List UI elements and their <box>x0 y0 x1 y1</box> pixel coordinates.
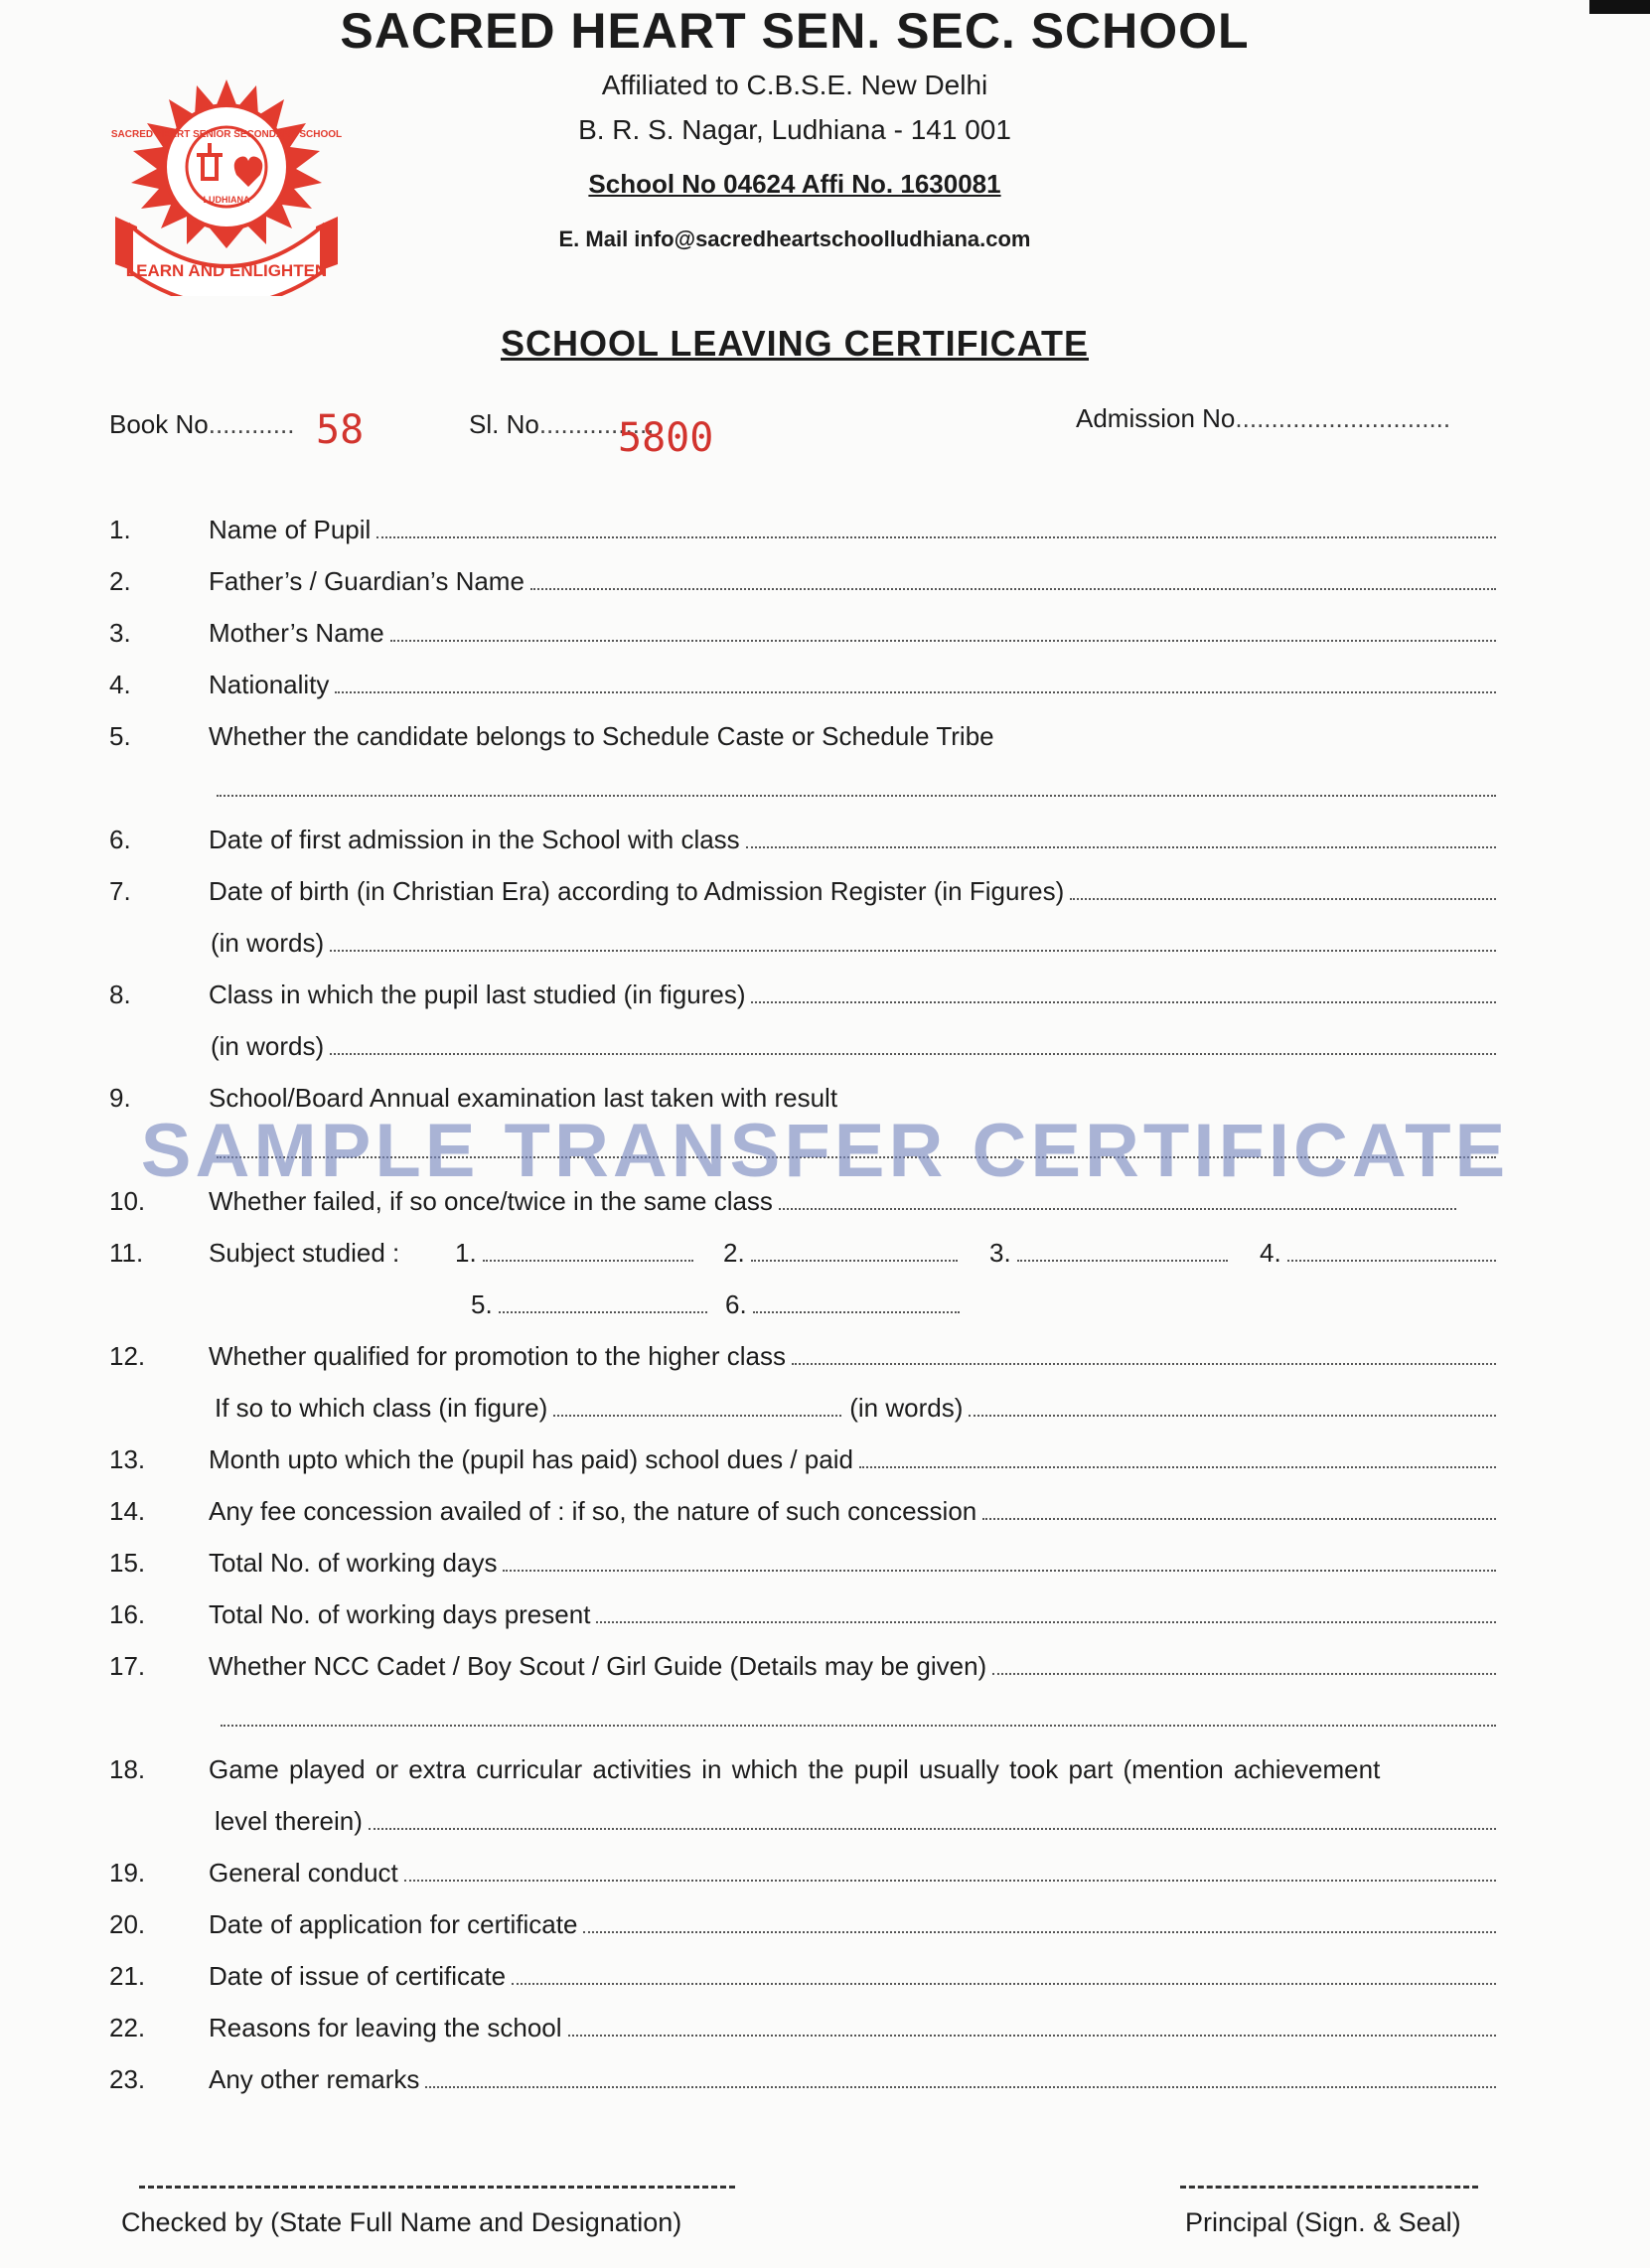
item-row: 6. Date of first admission in the School with class <box>109 825 1496 864</box>
item-row: 14. Any fee concession availed of : if so, the nature of such concession <box>109 1496 1496 1536</box>
sample-watermark: SAMPLE TRANSFER CERTIFICATE <box>140 1109 1510 1193</box>
admission-no-label: Admission No <box>1076 403 1236 433</box>
certificate-title: SCHOOL LEAVING CERTIFICATE <box>500 323 1089 364</box>
logo-ring-text: SACRED HEART SENIOR SECONDARY SCHOOL <box>110 129 343 140</box>
logo-place-text: LUDHIANA <box>203 195 250 205</box>
item-row: 10. Whether failed, if so once/twice in the same class <box>109 1186 1456 1226</box>
subjects-row: 11. Subject studied : <box>109 1238 400 1268</box>
item-row: 8. Class in which the pupil last studied (in figures) <box>109 980 1496 1019</box>
book-no-field: Book No............ <box>109 409 295 439</box>
item-sub-row: (in words) <box>211 1031 1496 1062</box>
item-row: 13. Month upto which the (pupil has paid) school dues / paid <box>109 1444 1496 1484</box>
item-row: 19. General conduct <box>109 1858 1496 1897</box>
item-row: 7. Date of birth (in Christian Era) according to Admission Register (in Figures) <box>109 876 1496 916</box>
item-sub-row: level therein) <box>215 1806 1496 1837</box>
affiliation-text: Affiliated to C.B.S.E. New Delhi <box>601 70 988 100</box>
sl-no-value: 5800 <box>618 415 714 461</box>
item-row: 2. Father’s / Guardian’s Name <box>109 566 1496 606</box>
item-row: 23. Any other remarks <box>109 2064 1496 2104</box>
school-number-text: School No 04624 Affi No. 1630081 <box>588 169 1001 199</box>
item-row: 4. Nationality <box>109 670 1496 709</box>
item-row: 20. Date of application for certificate <box>109 1909 1496 1949</box>
principal-signature-line <box>1180 2186 1478 2189</box>
item-row: 5. Whether the candidate belongs to Schedule Caste or Schedule Tribe <box>109 721 994 751</box>
item-row: 3. Mother’s Name <box>109 618 1496 658</box>
item-sub-row: (in words) <box>211 928 1496 959</box>
subject-field-2: 2. <box>723 1238 958 1269</box>
checked-by-signature-line <box>139 2186 735 2189</box>
principal-label: Principal (Sign. & Seal) <box>1185 2207 1461 2237</box>
book-no-value: 58 <box>316 407 365 453</box>
item-row: 15. Total No. of working days <box>109 1548 1496 1588</box>
item-row: 9. School/Board Annual examination last taken with result <box>109 1083 838 1113</box>
item-row: 18. Game played or extra curricular activities in which the pupil usually took part (mention achievement <box>109 1754 1381 1784</box>
item-row: 16. Total No. of working days present <box>109 1599 1496 1639</box>
item-row: 17. Whether NCC Cadet / Boy Scout / Girl Guide (Details may be given) <box>109 1651 1496 1691</box>
subject-field-4: 4. <box>1260 1238 1496 1269</box>
item-continuation-line <box>215 1703 1496 1727</box>
item-row: 1. Name of Pupil <box>109 515 1496 554</box>
item-row: 21. Date of issue of certificate <box>109 1961 1496 2001</box>
school-name: SACRED HEART SEN. SEC. SCHOOL <box>340 3 1250 59</box>
sl-no-label: Sl. No <box>469 409 539 439</box>
email-text: E. Mail info@sacredheartschoolludhiana.com <box>558 227 1031 251</box>
subject-field-3: 3. <box>989 1238 1228 1269</box>
sl-no-field: Sl. No................ <box>469 409 655 439</box>
logo-motto-text: LEARN AND ENLIGHTEN <box>125 261 328 280</box>
subject-field-6: 6. <box>725 1289 960 1320</box>
item-row: 12. Whether qualified for promotion to the higher class <box>109 1341 1496 1381</box>
subject-field-5: 5. <box>471 1289 707 1320</box>
scan-edge-mark <box>1589 0 1650 14</box>
address-text: B. R. S. Nagar, Ludhiana - 141 001 <box>578 114 1011 145</box>
book-no-label: Book No <box>109 409 209 439</box>
admission-no-field: Admission No.............................. <box>1076 403 1451 433</box>
subject-field-1: 1. <box>455 1238 693 1269</box>
item-sub-row: If so to which class (in figure) (in words) <box>215 1393 1496 1424</box>
item-continuation-line <box>211 773 1496 797</box>
checked-by-label: Checked by (State Full Name and Designation) <box>121 2207 682 2237</box>
item-row: 22. Reasons for leaving the school <box>109 2013 1496 2052</box>
